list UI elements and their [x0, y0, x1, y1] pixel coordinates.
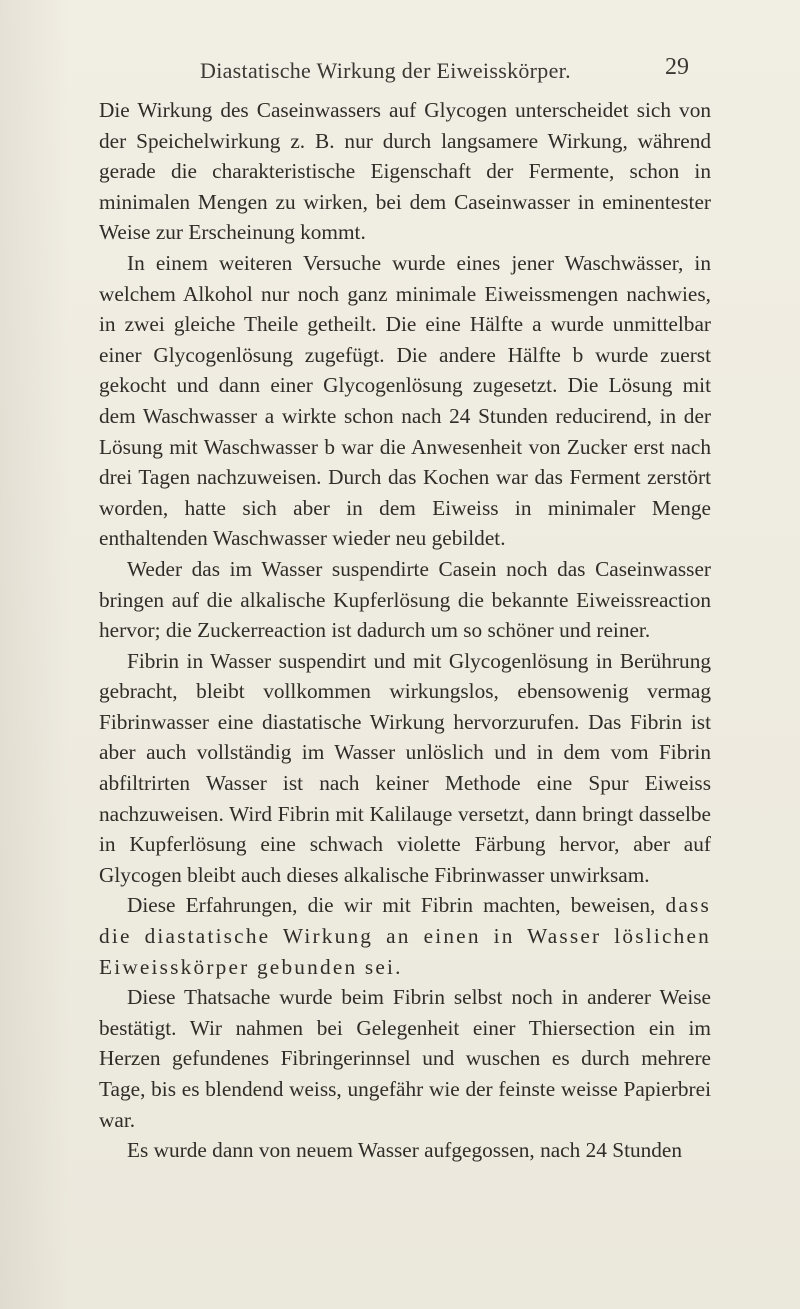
paragraph: Es wurde dann von neuem Wasser aufgegossen, nach 24 Stunden [127, 1138, 683, 1163]
paragraph: Weder das im Wasser suspendirte Casein noch das Caseinwasser bringen auf die alkalische Kupferlösung die bekannte Eiweissreaction hervor; die Zuckerreaction ist dadurch um so schöner und reiner. [99, 556, 711, 643]
body-text [99, 95, 711, 1166]
page-header [0, 54, 800, 88]
paragraph: Fibrin in Wasser suspendirt und mit Glycogenlösung in Berührung gebracht, bleibt vollkommen wirkungslos, ebensowenig vermag Fibrinwasser eine diastatische Wirkung hervorzurufen. Das Fibrin ist aber auch vollständig im Wasser unlöslich und in dem vom Fibrin abfiltrirten Wasser ist nach keiner Methode eine Spur Eiweiss nachzuweisen. Wird Fibrin mit Kalilauge versetzt, dann bringt dasselbe in Kupferlösung eine schwach violette Färbung hervor, aber auf Glycogen bleibt auch dieses alkalische Fibrinwasser unwirksam. [99, 648, 711, 887]
paragraph: Diese Thatsache wurde beim Fibrin selbst noch in anderer Weise bestätigt. Wir nahmen bei Gelegenheit einer Thiersection ein im Herzen gefundenes Fibringerinnsel und wuschen es durch mehrere Tage, bis es blendend weiss, ungefähr wie der feinste weisse Papierbrei war. [99, 985, 711, 1132]
paragraph: In einem weiteren Versuche wurde eines jener Waschwässer, in welchem Alkohol nur noch ganz minimale Eiweissmengen nachwies, in zwei gleiche Theile getheilt. Die eine Hälfte a wurde unmittelbar einer Glycogenlösung zugefügt. Die andere Hälfte b wurde zuerst gekocht und dann einer Glycogenlösung zugesetzt. Die Lösung mit dem Waschwasser a wirkte schon nach 24 Stunden reducirend, in der Lösung mit Waschwasser b war die Anwesenheit von Zucker erst nach drei Tagen nachzuweisen. Durch das Kochen war das Ferment zerstört worden, hatte sich aber in dem Eiweiss in minimaler Menge enthaltenden Waschwasser wieder neu gebildet. [99, 250, 711, 551]
paragraph [99, 890, 711, 982]
emphasized-conclusion: dass die diastatische Wirkung an einen in Wasser löslichen Eiweisskörper gebunden sei. [99, 893, 711, 979]
paragraph: Die Wirkung des Caseinwassers auf Glycogen unterscheidet sich von der Speichelwirkung z. B. nur durch langsamere Wirkung, während gerade die charakteristische Eigenschaft der Fermente, schon in minimalen Mengen zu wirken, bei dem Caseinwasser in eminentester Weise zur Erscheinung kommt. [99, 98, 711, 245]
paragraph-text: Diese Erfahrungen, die wir mit Fibrin machten, beweisen, [127, 893, 656, 918]
running-title: Diastatische Wirkung der Eiweisskörper. [200, 58, 571, 83]
page-number: 29 [665, 54, 689, 80]
